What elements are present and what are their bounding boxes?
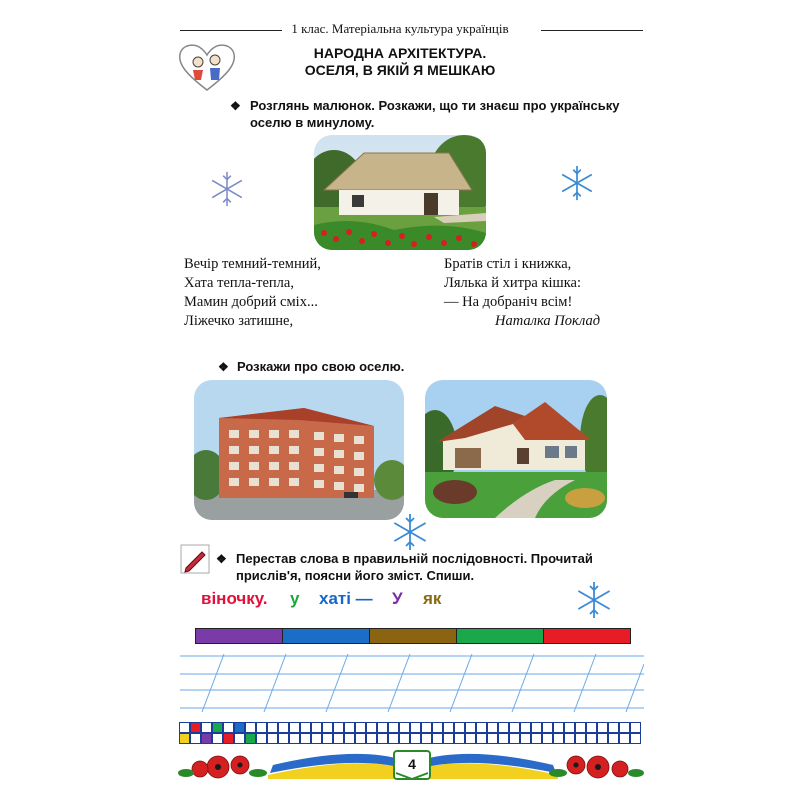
grid-cell[interactable] [619, 733, 630, 744]
grid-cell[interactable] [212, 733, 223, 744]
grid-cell[interactable] [355, 722, 366, 733]
snowflake-icon [208, 170, 246, 208]
grid-cell[interactable] [377, 733, 388, 744]
grid-cell[interactable] [201, 722, 212, 733]
heart-emblem-icon [176, 40, 238, 92]
grid-cell[interactable] [366, 733, 377, 744]
grid-cell[interactable] [333, 722, 344, 733]
grid-cell[interactable] [487, 733, 498, 744]
grid-cell[interactable] [476, 733, 487, 744]
grid-cell[interactable] [201, 733, 212, 744]
grid-cell[interactable] [520, 733, 531, 744]
grid-cell[interactable] [454, 733, 465, 744]
grid-cell[interactable] [564, 722, 575, 733]
poem-right-column: Братів стіл і книжка, Лялька й хитра кішка: — На добраніч всім! [444, 256, 581, 310]
grid-cell[interactable] [410, 722, 421, 733]
grid-cell[interactable] [245, 733, 256, 744]
grid-cell[interactable] [344, 722, 355, 733]
grid-cell[interactable] [432, 722, 443, 733]
grid-cell[interactable] [608, 733, 619, 744]
bullet-icon: ❖ [218, 360, 229, 374]
handwriting-lines[interactable] [180, 652, 644, 714]
word-2: у [290, 589, 300, 608]
grid-cell[interactable] [399, 722, 410, 733]
grid-cell[interactable] [322, 733, 333, 744]
poem-left-column: Вечір темний-темний, Хата тепла-тепла, Мамин добрий сміх... Ліжечко затишне, [184, 256, 321, 329]
word-1: віночку. [201, 589, 268, 608]
grid-cell[interactable] [586, 733, 597, 744]
grid-cell[interactable] [388, 733, 399, 744]
grid-cell[interactable] [465, 722, 476, 733]
grid-cell[interactable] [597, 733, 608, 744]
color-bar-3 [369, 628, 457, 644]
task-3-instruction: Перестав слова в правильній послідовності. Прочитай прислів'я, поясни його зміст. Спиши. [236, 551, 593, 583]
grid-cell[interactable] [333, 733, 344, 744]
apartment-building-photo [194, 380, 404, 520]
grid-cell[interactable] [630, 733, 641, 744]
grid-cell[interactable] [223, 722, 234, 733]
snowflake-icon [574, 580, 614, 620]
grid-cell[interactable] [487, 722, 498, 733]
grid-cell[interactable] [223, 733, 234, 744]
color-bar-2 [282, 628, 370, 644]
snowflake-icon [390, 512, 430, 552]
grid-cell[interactable] [344, 733, 355, 744]
grid-cell[interactable] [190, 722, 201, 733]
grid-cell[interactable] [278, 733, 289, 744]
grid-cell[interactable] [377, 722, 388, 733]
traditional-house-photo [314, 135, 486, 250]
grid-cell[interactable] [245, 722, 256, 733]
grid-cell[interactable] [476, 722, 487, 733]
cell-grid[interactable] [179, 722, 644, 744]
grid-cell[interactable] [630, 722, 641, 733]
grid-cell[interactable] [542, 722, 553, 733]
grid-cell[interactable] [443, 722, 454, 733]
bullet-icon: ❖ [230, 99, 241, 113]
grid-cell[interactable] [553, 722, 564, 733]
poem-author: Наталка Поклад [495, 313, 601, 329]
grid-cell[interactable] [234, 722, 245, 733]
snowflake-icon [558, 164, 596, 202]
grid-cell[interactable] [311, 733, 322, 744]
grid-cell[interactable] [586, 722, 597, 733]
page-header: 1 клас. Матеріальна культура українців [0, 21, 800, 37]
grid-cell[interactable] [597, 722, 608, 733]
grid-cell[interactable] [366, 722, 377, 733]
grid-cell[interactable] [355, 733, 366, 744]
grid-cell[interactable] [509, 733, 520, 744]
color-bar-5 [543, 628, 631, 644]
grid-cell[interactable] [509, 722, 520, 733]
word-5: як [423, 589, 442, 608]
grid-cell[interactable] [498, 722, 509, 733]
grid-cell[interactable] [575, 722, 586, 733]
color-bar-1 [195, 628, 283, 644]
grid-cell[interactable] [267, 733, 278, 744]
grid-cell[interactable] [300, 722, 311, 733]
task-1-instruction: Розглянь малюнок. Розкажи, що ти знаєш про українську оселю в минулому. [250, 98, 620, 130]
word-3: хаті — [319, 589, 373, 608]
grid-cell[interactable] [190, 733, 201, 744]
grid-cell[interactable] [531, 722, 542, 733]
bullet-icon: ❖ [216, 552, 227, 566]
grid-cell[interactable] [256, 733, 267, 744]
grid-cell[interactable] [608, 722, 619, 733]
grid-cell[interactable] [498, 733, 509, 744]
grid-cell[interactable] [432, 733, 443, 744]
page-number: 4 [408, 756, 416, 772]
grid-cell[interactable] [256, 722, 267, 733]
grid-cell[interactable] [564, 733, 575, 744]
grid-cell[interactable] [399, 733, 410, 744]
grid-cell[interactable] [421, 733, 432, 744]
grid-cell[interactable] [212, 722, 223, 733]
grid-cell[interactable] [443, 733, 454, 744]
grid-cell[interactable] [311, 722, 322, 733]
page-title [230, 45, 570, 79]
grid-cell[interactable] [278, 722, 289, 733]
grid-cell[interactable] [531, 733, 542, 744]
grid-cell[interactable] [234, 733, 245, 744]
title-line-2: ОСЕЛЯ, В ЯКІЙ Я МЕШКАЮ [304, 62, 496, 78]
color-bar-4 [456, 628, 544, 644]
grid-cell[interactable] [300, 733, 311, 744]
grid-cell[interactable] [179, 722, 190, 733]
grid-cell[interactable] [520, 722, 531, 733]
task-2-instruction: Розкажи про свою оселю. [237, 359, 405, 374]
grid-cell[interactable] [410, 733, 421, 744]
grid-cell[interactable] [322, 722, 333, 733]
grid-cell[interactable] [619, 722, 630, 733]
title-line-1: НАРОДНА АРХІТЕКТУРА. [313, 45, 487, 61]
grid-cell[interactable] [542, 733, 553, 744]
pencil-icon [180, 544, 210, 574]
grid-cell[interactable] [465, 733, 476, 744]
grid-cell[interactable] [575, 733, 586, 744]
grid-cell[interactable] [421, 722, 432, 733]
private-house-photo [425, 380, 607, 518]
grid-cell[interactable] [388, 722, 399, 733]
grid-cell[interactable] [553, 733, 564, 744]
grid-cell[interactable] [179, 733, 190, 744]
grid-cell[interactable] [289, 733, 300, 744]
grid-cell[interactable] [454, 722, 465, 733]
word-4: У [392, 589, 403, 608]
grid-cell[interactable] [267, 722, 278, 733]
grid-cell[interactable] [289, 722, 300, 733]
